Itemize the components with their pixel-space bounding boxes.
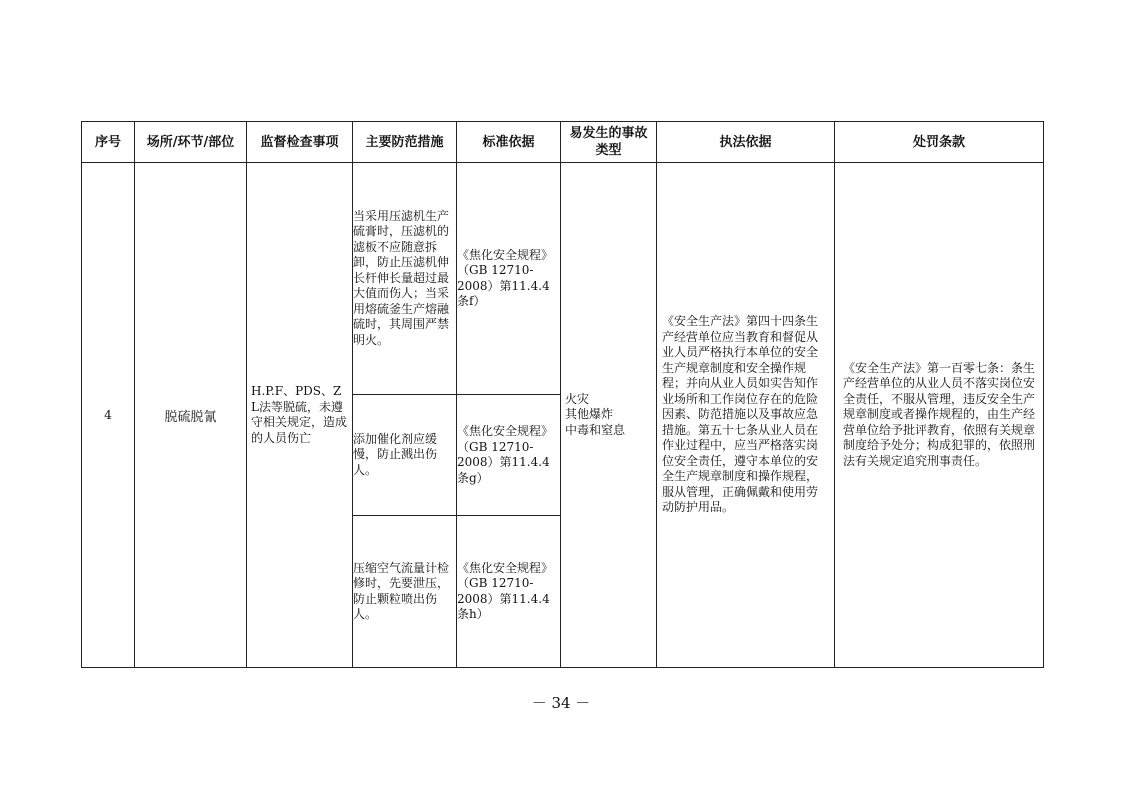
cell-standard-2: 《焦化安全规程》（GB 12710-2008）第11.4.4条g） [457, 395, 561, 516]
table-row [82, 163, 1044, 395]
cell-inspection: H.P.F、PDS、ZL法等脱硫，未遵守相关规定，造成的人员伤亡 [247, 163, 353, 668]
accident-type-poisoning: 中毒和窒息 [565, 422, 626, 437]
header-inspection: 监督检查事项 [247, 122, 353, 163]
header-measures: 主要防范措施 [353, 122, 457, 163]
cell-standard-3: 《焦化安全规程》（GB 12710-2008）第11.4.4条h） [457, 516, 561, 668]
header-place: 场所/环节/部位 [135, 122, 247, 163]
cell-accident-types [561, 163, 657, 668]
cell-law-basis: 《安全生产法》第四十四条生产经营单位应当教育和督促从业人员严格执行本单位的安全生产规章制度和安全操作规程；并向从业人员如实告知作业场所和工作岗位存在的危险因素、防范措施以及事故应急措施。第五十七条从业人员在作业过程中，应当严格落实岗位安全责任，遵守本单位的安全生产规章制度和操作规程，服从管理，正确佩戴和使用劳动防护用品。 [657, 163, 835, 668]
cell-standard-1: 《焦化安全规程》（GB 12710-2008）第11.4.4条f） [457, 163, 561, 395]
accident-type-fire: 火灾 [565, 391, 590, 406]
cell-measure-1: 当采用压滤机生产硫膏时，压滤机的滤板不应随意拆卸，防止压滤机伸长杆伸长量超过最大值而伤人；当采用熔硫釜生产熔融硫时，其周围严禁明火。 [353, 163, 457, 395]
inspection-table [81, 121, 1044, 668]
header-penalty: 处罚条款 [835, 122, 1044, 163]
cell-penalty: 《安全生产法》第一百零七条：条生产经营单位的从业人员不落实岗位安全责任，不服从管理，违反安全生产规章制度或者操作规程的，由生产经营单位给予批评教育，依照有关规章制度给予处分；构成犯罪的，依照刑法有关规定追究刑事责任。 [835, 163, 1044, 668]
accident-type-explosion: 其他爆炸 [565, 407, 614, 422]
header-accident-type: 易发生的事故类型 [561, 122, 657, 163]
header-seq: 序号 [82, 122, 135, 163]
cell-place: 脱硫脱氰 [135, 163, 247, 668]
cell-seq: 4 [82, 163, 135, 668]
page-number: － 34 － [531, 694, 591, 712]
cell-measure-2: 添加催化剂应缓慢，防止溅出伤人。 [353, 395, 457, 516]
header-row [82, 122, 1044, 163]
header-law-basis: 执法依据 [657, 122, 835, 163]
header-standard: 标准依据 [457, 122, 561, 163]
cell-measure-3: 压缩空气流量计检修时，先要泄压，防止颗粒喷出伤人。 [353, 516, 457, 668]
